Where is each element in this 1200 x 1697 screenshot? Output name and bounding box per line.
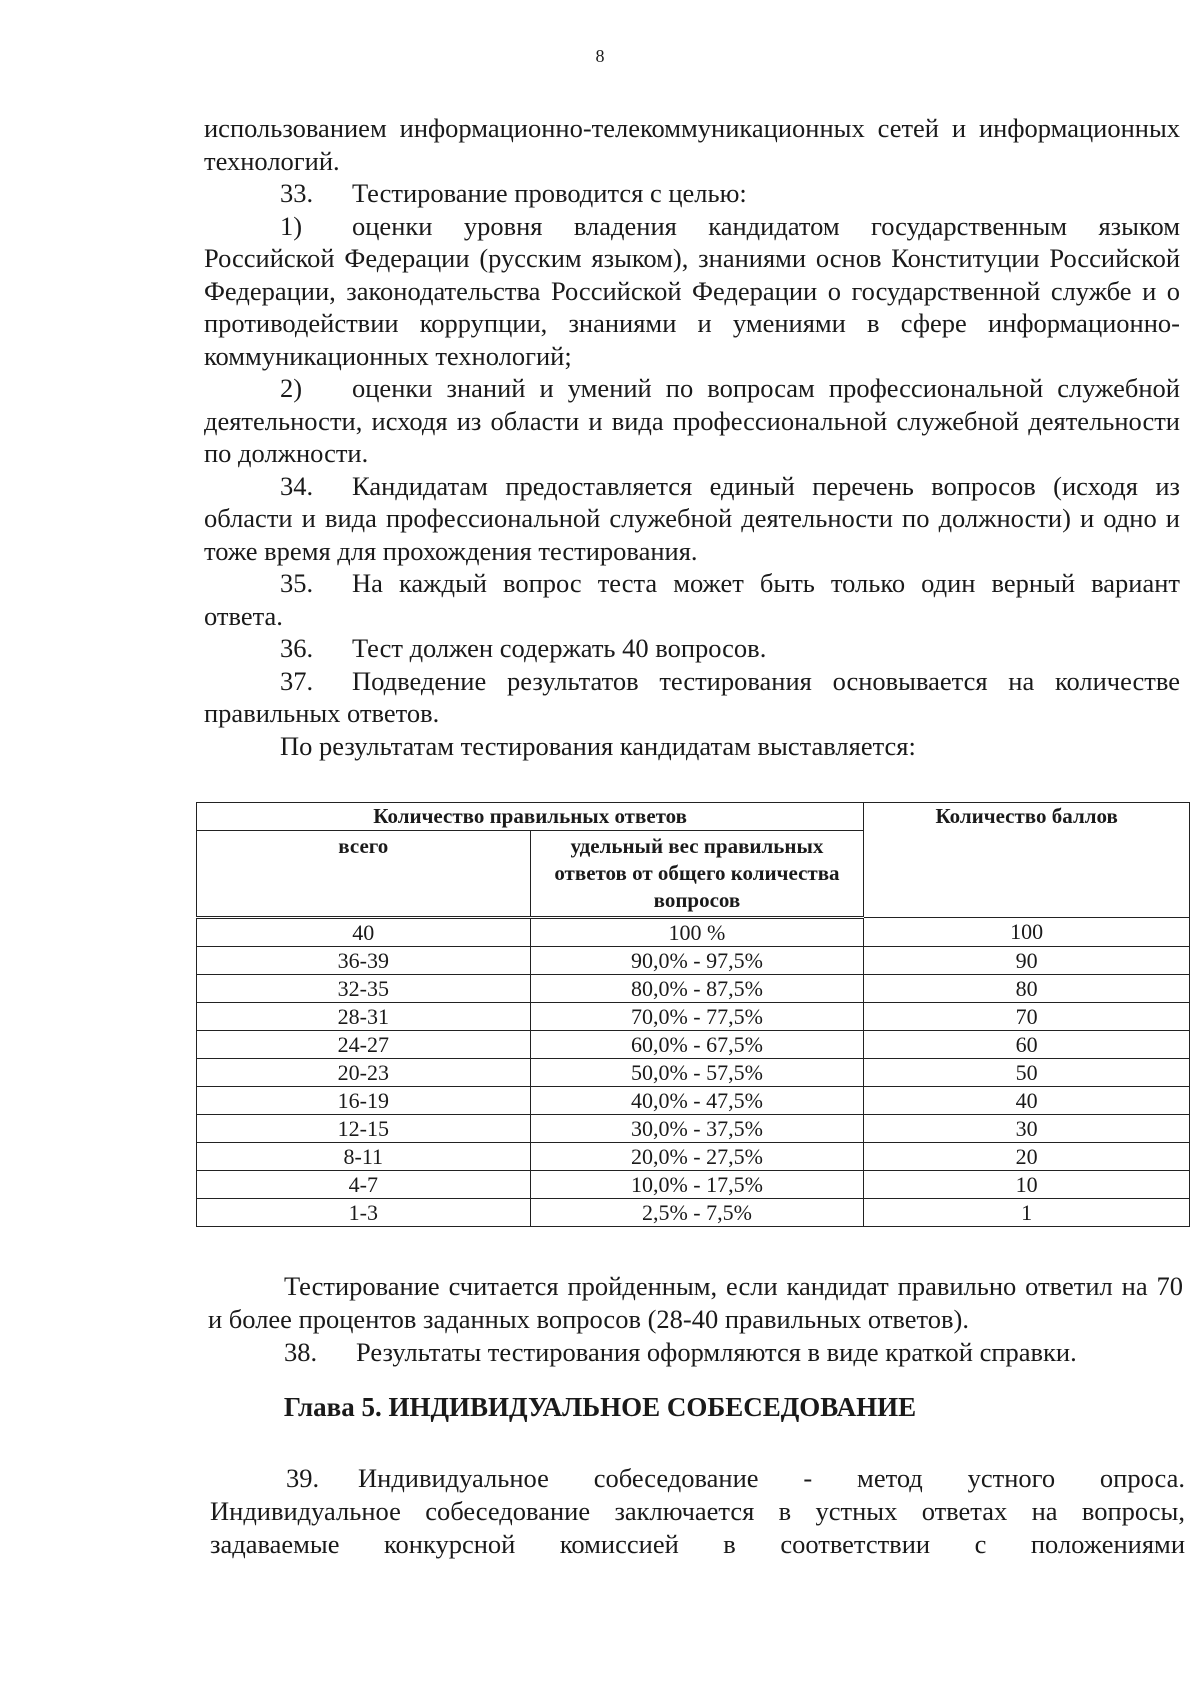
- table-row: [197, 1199, 1190, 1227]
- paragraph-33-2-number: 2): [280, 373, 303, 403]
- cell-total: 24-27: [197, 1031, 531, 1059]
- paragraph-intro: использованием информационно-телекоммуникационных сетей и информационных технологий.: [204, 113, 1180, 176]
- cell-score: 1: [864, 1199, 1190, 1227]
- cell-score: 20: [864, 1143, 1190, 1171]
- cell-total: 20-23: [197, 1059, 531, 1087]
- cell-score: 100: [864, 918, 1190, 947]
- cell-total: 16-19: [197, 1087, 531, 1115]
- paragraph-34-text: Кандидатам предоставляется единый перечень вопросов (исходя из области и вида профессиональной служебной деятельности по должности) и одно и тоже время для прохождения тестирования.: [204, 470, 1180, 566]
- cell-score: 80: [864, 975, 1190, 1003]
- paragraph-35-text: На каждый вопрос теста может быть только один верный вариант ответа.: [204, 568, 1180, 631]
- header-score: Количество баллов: [864, 803, 1190, 918]
- paragraph-33-2: [204, 372, 1180, 470]
- paragraph-35: [204, 567, 1180, 632]
- paragraph-33-number: 33.: [280, 178, 314, 208]
- paragraph-33-1-number: 1): [280, 210, 303, 241]
- cell-share: 80,0% - 87,5%: [530, 975, 864, 1003]
- table-row: [197, 1059, 1190, 1087]
- cell-share: 60,0% - 67,5%: [530, 1031, 864, 1059]
- cell-share: 40,0% - 47,5%: [530, 1087, 864, 1115]
- body-text: [204, 112, 1180, 762]
- table-row: [197, 947, 1190, 975]
- paragraph-34: [204, 470, 1180, 568]
- cell-share: 70,0% - 77,5%: [530, 1003, 864, 1031]
- table-row: [197, 1087, 1190, 1115]
- paragraph-33-2-text: оценки знаний и умений по вопросам профессиональной служебной деятельности, исходя из области и вида профессиональной служебной деятельности по должности.: [204, 373, 1180, 468]
- paragraph-33-1: [204, 210, 1180, 373]
- cell-share: 100 %: [530, 918, 864, 947]
- cell-share: 20,0% - 27,5%: [530, 1143, 864, 1171]
- cell-total: 4-7: [197, 1171, 531, 1199]
- cell-score: 60: [864, 1031, 1190, 1059]
- table-row: [197, 918, 1190, 947]
- after-table-text: [208, 1270, 1183, 1369]
- chapter-text: [210, 1462, 1185, 1561]
- table-header-row: [197, 803, 1190, 831]
- paragraph-39-text: Индивидуальное собеседование - метод устного опроса. Индивидуальное собеседование заключается в устных ответах на вопросы, задаваемые конкурсной комиссией в соответствии с положениями: [210, 1463, 1185, 1559]
- cell-total: 36-39: [197, 947, 531, 975]
- paragraph-37-result-intro: По результатам тестирования кандидатам выставляется:: [280, 730, 916, 761]
- paragraph-39-number: 39.: [286, 1463, 320, 1493]
- cell-share: 30,0% - 37,5%: [530, 1115, 864, 1143]
- cell-share: 10,0% - 17,5%: [530, 1171, 864, 1199]
- paragraph-36: [204, 632, 1180, 665]
- paragraph-35-number: 35.: [280, 568, 314, 598]
- cell-total: 1-3: [197, 1199, 531, 1227]
- cell-score: 90: [864, 947, 1190, 975]
- cell-total: 28-31: [197, 1003, 531, 1031]
- cell-share: 2,5% - 7,5%: [530, 1199, 864, 1227]
- pass-condition: Тестирование считается пройденным, если кандидат правильно ответил на 70 и более процентов заданных вопросов (28-40 правильных ответов).: [208, 1271, 1183, 1334]
- paragraph-38-number: 38.: [284, 1337, 318, 1367]
- cell-score: 70: [864, 1003, 1190, 1031]
- table-row: [197, 1171, 1190, 1199]
- paragraph-36-text: Тест должен содержать 40 вопросов.: [352, 633, 767, 663]
- paragraph-33-text: Тестирование проводится с целью:: [352, 178, 747, 208]
- cell-total: 12-15: [197, 1115, 531, 1143]
- paragraph-33: [204, 177, 1180, 210]
- paragraph-37: [204, 665, 1180, 730]
- cell-share: 50,0% - 57,5%: [530, 1059, 864, 1087]
- table-row: [197, 1031, 1190, 1059]
- cell-total: 32-35: [197, 975, 531, 1003]
- paragraph-37-text: Подведение результатов тестирования основывается на количестве правильных ответов.: [204, 665, 1180, 728]
- paragraph-38-text: Результаты тестирования оформляются в виде краткой справки.: [356, 1337, 1077, 1367]
- paragraph-36-number: 36.: [280, 633, 314, 663]
- table-row: [197, 1003, 1190, 1031]
- table-row: [197, 975, 1190, 1003]
- cell-score: 40: [864, 1087, 1190, 1115]
- chapter-title: Глава 5. ИНДИВИДУАЛЬНОЕ СОБЕСЕДОВАНИЕ: [283, 1392, 917, 1422]
- cell-total: 40: [197, 918, 531, 947]
- paragraph-34-number: 34.: [280, 470, 314, 501]
- header-total: всего: [197, 831, 531, 918]
- cell-total: 8-11: [197, 1143, 531, 1171]
- page-number: 8: [595, 46, 605, 66]
- paragraph-38: [208, 1336, 1183, 1369]
- table-row: [197, 1115, 1190, 1143]
- cell-score: 10: [864, 1171, 1190, 1199]
- header-correct-answers: Количество правильных ответов: [197, 803, 864, 831]
- header-share: удельный вес правильных ответов от общего количества вопросов: [530, 831, 864, 918]
- paragraph-37-number: 37.: [280, 665, 314, 696]
- cell-score: 30: [864, 1115, 1190, 1143]
- cell-share: 90,0% - 97,5%: [530, 947, 864, 975]
- cell-score: 50: [864, 1059, 1190, 1087]
- paragraph-33-1-text: оценки уровня владения кандидатом государственным языком Российской Федерации (русским языком), знаниями основ Конституции Российской Федерации, законодательства Российской Федерации о государственной службе и о противодействии коррупции, знаниями и умениями в сфере информационно-коммуникационных технологий;: [204, 210, 1180, 371]
- paragraph-39: [210, 1462, 1185, 1561]
- scoring-table: [196, 802, 1190, 1227]
- table-row: [197, 1143, 1190, 1171]
